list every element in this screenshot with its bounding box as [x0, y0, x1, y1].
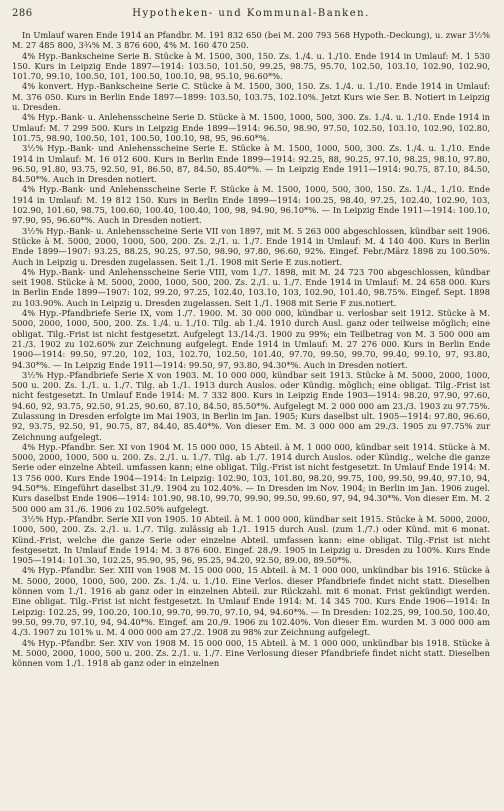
paragraph-series-e: 3½% Hyp.-Bank- und Anlehensscheine Serie E. Stücke à M. 1500, 1000, 500, 300. Zs. 1./4. u. 1./10. Ende 1914 in Umlauf: M. 16 012 600. Kurs in Berlin Ende 1899—1914: 92.25, 88, 90.25, 97.10, 98.25, 98.10, 97.80, 96.50, 91.80, 93.75, 92.50, 91, 86.50, 87, 84.50, 85.40*%. — In Leipzig Ende 1911—1914: 90.75, 87.10, 84.50, 84.50*%. Auch in Dresden notiert.	[12, 143, 490, 185]
paragraph-series-d: 4% Hyp.-Bank- u. Anlehensscheine Serie D. Stücke à M. 1500, 1000, 500, 300. Zs. 1./4. u. 1./10. Ende 1914 in Umlauf: M. 7 299 500. Kurs in Leipzig Ende 1899—1914: 96.50, 98.90, 97.50, 102.50, 103.10, 102.90, 102.80, 101.75, 98.90, 100.50, 101, 100.50, 100.10, 98, 95, 96.60*%.	[12, 112, 490, 143]
page-header	[12, 8, 490, 26]
paragraph-series-xi: 4% Hyp.-Pfandbr. Ser. XI von 1904 M. 15 000 000, 15 Abteil. à M. 1 000 000, kündbar seit 1914. Stücke à M. 5000, 2000, 1000, 500 u. 200. Zs. 2./1. u. 1./7. Tilg. ab 1./7. 1914 durch Auslos. oder Kündig., welche die ganze Serie oder einzelne Abteil. umfassen kann; eine obligat. Tilg.-Frist ist nicht festgesetzt. In Umlauf Ende 1914: M. 13 756 000. Kurs Ende 1904—1914: In Leipzig: 102.90, 103, 101.80, 98.20, 99.75, 100, 99.50, 99.40, 97.10, 94, 94.50*%. Eingeführt daselbst 31./9. 1904 zu 102.40%. — In Dresden im Nov. 1904; in Berlin im Jan. 1906 zugel. Kurs daselbst Ende 1906—1914: 101.90, 98.10, 99.70, 99.90, 99.50, 99.60, 97, 94, 94.30*%. Von dieser Em. M. 2 500 000 am 31./6. 1906 zu 102.50% aufgelegt.	[12, 441, 490, 514]
paragraph-series-b: 4% Hyp.-Bankscheine Serie B. Stücke à M. 1500, 300, 150. Zs. 1./4. u. 1./10. Ende 1914 in Umlauf: M. 1 530 150. Kurs in Leipzig Ende 1897—1914: 103.50, 101.50, 99.25, 98.75, 95.70, 102.50, 103.10, 102.90, 102.90, 101.70, 99.10, 100.50, 101, 100.50, 100.10, 98, 95.10, 96.60*%.	[12, 50, 490, 82]
body-text	[12, 30, 490, 668]
paragraph-series-vii: 3½% Hyp.-Bank- u. Anlehensscheine Serie VII von 1897, mit M. 5 263 000 abgeschlossen, kündbar seit 1906. Stücke à M. 5000, 2000, 1000, 500, 200. Zs. 2./1. u. 1./7. Ende 1914 in Umlauf: M. 4 140 400. Kurs in Berlin Ende 1899—1907: 93.25, 88.25, 90.25, 97.50, 98.90, 97.80, 96.60, 92%. Eingef. Febr./März 1898 zu 100.50%. Auch in Leipzig u. Dresden zugelassen. Seit 1./1. 1908 mit Serie E zus.notiert.	[12, 225, 490, 267]
paragraph-series-x: 3½% Hyp.-Pfandbriefe Serie X von 1903. M. 10 000 000, kündbar seit 1913. Stücke à M. 5000, 2000, 1000, 500 u. 200. Zs. 1./1. u. 1./7. Tilg. ab 1./1. 1913 durch Auslos. oder Kündig. möglich; eine obligat. Tilg.-Frist ist nicht festgesetzt. In Umlauf Ende 1914: M. 7 332 800. Kurs in Leipzig Ende 1903—1914: 98.20, 97.90, 97.60, 94.60, 92, 93.75, 92.50, 91.25, 90.60, 87.10, 84.50, 85.50*%. Aufgelegt M. 2 000 000 am 23./3. 1903 zu 97.75%. Zulassung in Dresden erfolgte im Mai 1903, in Berlin im Jan. 1905; Kurs daselbst ult. 1905—1914: 97.80, 96.60, 92, 93.75, 92.50, 91, 90.75, 87, 84.40, 85.40*%. Von dieser Em. M. 3 000 000 am 29./3. 1905 zu 97.75% zur Zeichnung aufgelegt.	[12, 369, 490, 442]
paragraph-series-f: 4% Hyp.-Bank- und Anlehensscheine Serie F. Stücke à M. 1500, 1000, 500, 300, 150. Zs. 1./4., 1./10. Ende 1914 in Umlauf: M. 19 812 150. Kurs in Berlin Ende 1899—1914: 100.25, 98.40, 97.25, 102.40, 102.90, 103, 102.90, 101.60, 98.75, 100.60, 100.40, 100.40, 100, 98, 94.90, 96.10*%. — In Leipzig Ende 1911—1914: 100.10, 97.90, 95, 96.60*%. Auch in Dresden notiert.	[12, 184, 490, 226]
paragraph-series-viii: 4% Hyp.-Bank- und Anlehensscheine Serie VIII, vom 1./7. 1898, mit M. 24 723 700 abgeschlossen, kündbar seit 1908. Stücke à M. 5000, 2000, 1000, 500, 200. Zs. 2./1. u. 1./7. Ende 1914 in Umlauf: M. 24 658 000. Kurs in Berlin Ende 1899—1907: 102, 99.20, 97.25, 102.40, 103.10, 103, 102.90, 101.40, 98.75%. Eingef. Sept. 1898 zu 103.90%. Auch in Leipzig u. Dresden zugelassen. Seit 1./1. 1908 mit Serie F zus.notiert.	[12, 266, 490, 308]
paragraph-series-c: 4% konvert. Hyp.-Bankscheine Serie C. Stücke à M. 1500, 300, 150. Zs. 1./4. u. 1./10. Ende 1914 in Umlauf: M. 376 050. Kurs in Berlin Ende 1897—1899: 103.50, 103.75, 102.10%. Jetzt Kurs wie Ser. B. Notiert in Leipzig u. Dresden.	[12, 81, 490, 113]
paragraph-series-xii: 3½% Hyp.-Pfandbr. Serie XII von 1905. 10 Abteil. à M. 1 000 000, kündbar seit 1915. Stücke à M. 5000, 2000, 1000, 500, 200. Zs. 2./1. u. 1./7. Tilg. zulässig ab 1./1. 1915 durch Ausl. (zum 1./7.) oder Künd. mit 6 monat. Künd.-Frist, welche die ganze Serie oder einzelne Abteil. umfassen kann: eine obligat. Tilg.-Frist ist nicht festgesetzt. In Umlauf Ende 1914: M. 3 876 600. Eingef. 28./9. 1905 in Leipzig u. Dresden zu 100%. Kurs Ende 1905—1914: 101.30, 102.25, 95.90, 95, 96, 95.25, 94.20, 92.50, 89.00, 89.50*%.	[12, 513, 490, 566]
page-number: 286	[12, 8, 33, 19]
paragraph-circulation-total: In Umlauf waren Ende 1914 an Pfandbr. M. 191 832 650 (bei M. 200 793 568 Hypoth.-Deckung), u. zwar 3½% M. 27 485 800, 3¾% M. 3 876 600, 4% M. 160 470 250.	[12, 30, 490, 51]
paragraph-series-xiii: 4% Hyp.-Pfandbr. Ser. XIII von 1908 M. 15 000 000, 15 Abteil. à M. 1 000 000, unkündbar bis 1916. Stücke à M. 5000, 2000, 1000, 500, 200. Zs. 1./4. u. 1./10. Eine Verlos. dieser Pfandbriefe findet nicht statt. Dieselben können vom 1./1. 1916 ab ganz oder in einzelnen Abteil. zur Rückzahl. mit 6 monat. Frist gekündigt werden. Eine obligat. Tilg.-Frist ist nicht festgesetzt. In Umlauf Ende 1914: M. 14 345 700. Kurs Ende 1906—1914: In Leipzig: 102.25, 99, 100.20, 100.10, 99.70, 99.70, 97.10, 94, 94.60*%. — In Dresden: 102.25, 99, 100.50, 100.40, 99.50, 99.70, 97.10, 94, 94.40*%. Eingef. am 20./9. 1906 zu 102.40%. Von dieser Em. wurden M. 3 000 000 am 4./3. 1907 zu 101% u. M. 4 000 000 am 27./2. 1908 zu 98% zur Zeichnung aufgelegt.	[12, 565, 490, 638]
running-title: Hypotheken- und Kommunal-Banken.	[132, 8, 370, 19]
paragraph-series-ix: 4% Hyp.-Pfandbriefe Serie IX, vom 1./7. 1900. M. 30 000 000, kündbar u. verlosbar seit 1912. Stücke à M. 5000, 2000, 1000, 500, 200. Zs. 1./4. u. 1./10. Tilg. ab 1./4. 1910 durch Ausl. ganz oder teilweise möglich; eine obligat. Tilg.-Frist ist nicht festgesetzt. Aufgelegt 13./14./3. 1900 zu 99%; ein Teilbetrag von M. 3 500 000 am 21./3. 1902 zu 102.60% zur Zeichnung aufgelegt. Ende 1914 in Umlauf: M. 27 276 000. Kurs in Berlin Ende 1900—1914: 99.50, 97.20, 102, 103, 102.70, 102.50, 101.40, 97.70, 99.50, 99.70, 99.40, 99.10, 97, 93.80, 94.30*%. — In Leipzig Ende 1911—1914: 99.50, 97, 93.80, 94.30*%. Auch in Dresden notiert.	[12, 308, 490, 370]
paragraph-series-xiv: 4% Hyp.-Pfandbr. Ser. XIV von 1908 M. 15 000 000, 15 Abteil. à M. 1 000 000, unkündbar bis 1918. Stücke à M. 5000, 2000, 1000, 500 u. 200. Zs. 2./1. u. 1./7. Eine Verlosung dieser Pfandbriefe findet nicht statt. Dieselben können vom 1./1. 1918 ab ganz oder in einzelnen	[12, 637, 490, 669]
